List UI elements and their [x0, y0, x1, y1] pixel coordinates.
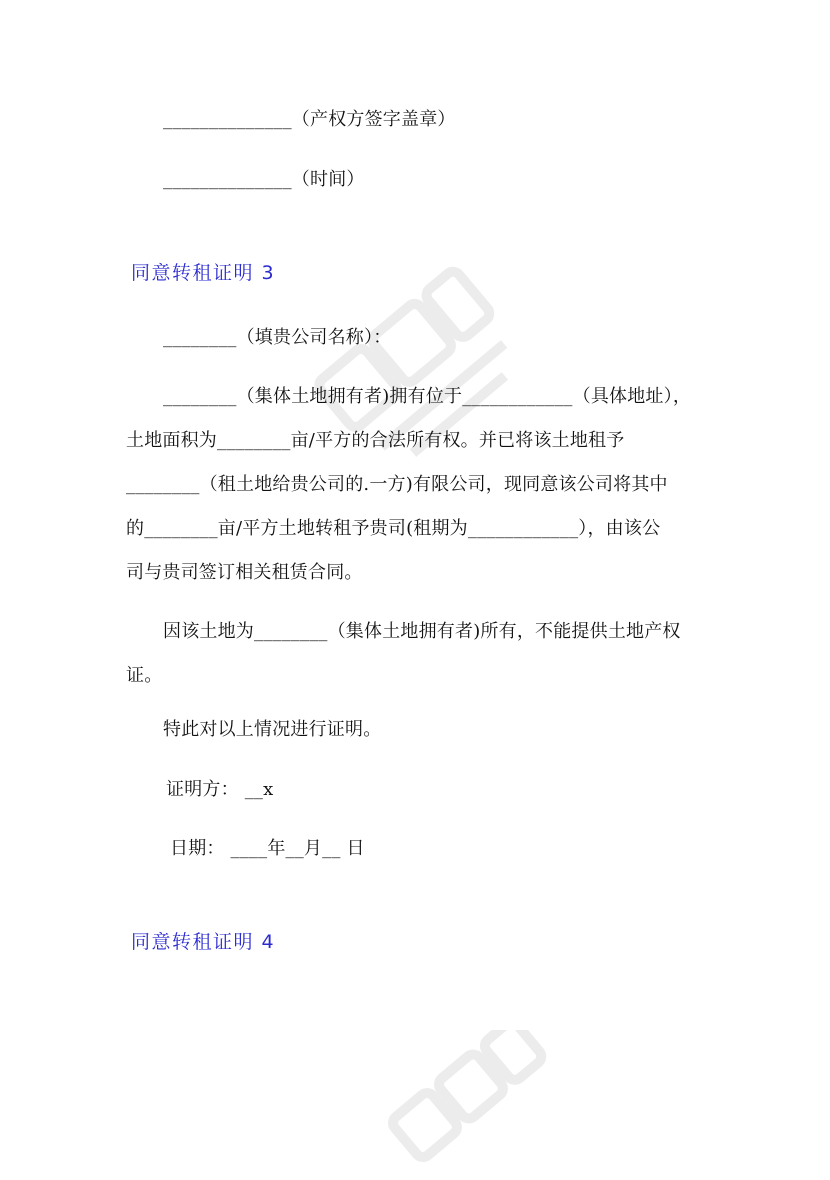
certifier-line: 证明方： __x	[166, 779, 274, 800]
paragraph1-line-5: 司与贵司签订相关租赁合同。	[126, 562, 363, 583]
watermark-stamp-icon	[370, 1030, 590, 1180]
salutation-line: ________（填贵公司名称）：	[163, 327, 392, 348]
paragraph1-line-1: ________（集体土地拥有者)拥有位于____________（具体地址），	[163, 386, 692, 407]
section-heading-3: 同意转租证明 3	[131, 262, 276, 284]
paragraph2-line-1: 因该土地为________（集体土地拥有者)所有，不能提供土地产权	[163, 621, 681, 642]
watermark-stamp-icon	[300, 250, 560, 510]
date-line: 日期： ____年__月__ 日	[170, 838, 365, 859]
time-line: ______________（时间）	[163, 169, 365, 190]
paragraph1-line-3: ________（租土地给贵公司的.一方)有限公司，现同意该公司将其中	[126, 474, 668, 495]
paragraph1-line-2: 土地面积为________亩/平方的合法所有权。并已将该土地租予	[126, 430, 625, 451]
party-signature-line: ______________（产权方签字盖章）	[163, 109, 456, 130]
paragraph1-line-4: 的________亩/平方土地转租予贵司(租期为____________），由该公	[126, 518, 661, 539]
paragraph3-line: 特此对以上情况进行证明。	[163, 719, 382, 740]
section-heading-4: 同意转租证明 4	[131, 931, 276, 953]
paragraph2-line-2: 证。	[126, 665, 163, 686]
